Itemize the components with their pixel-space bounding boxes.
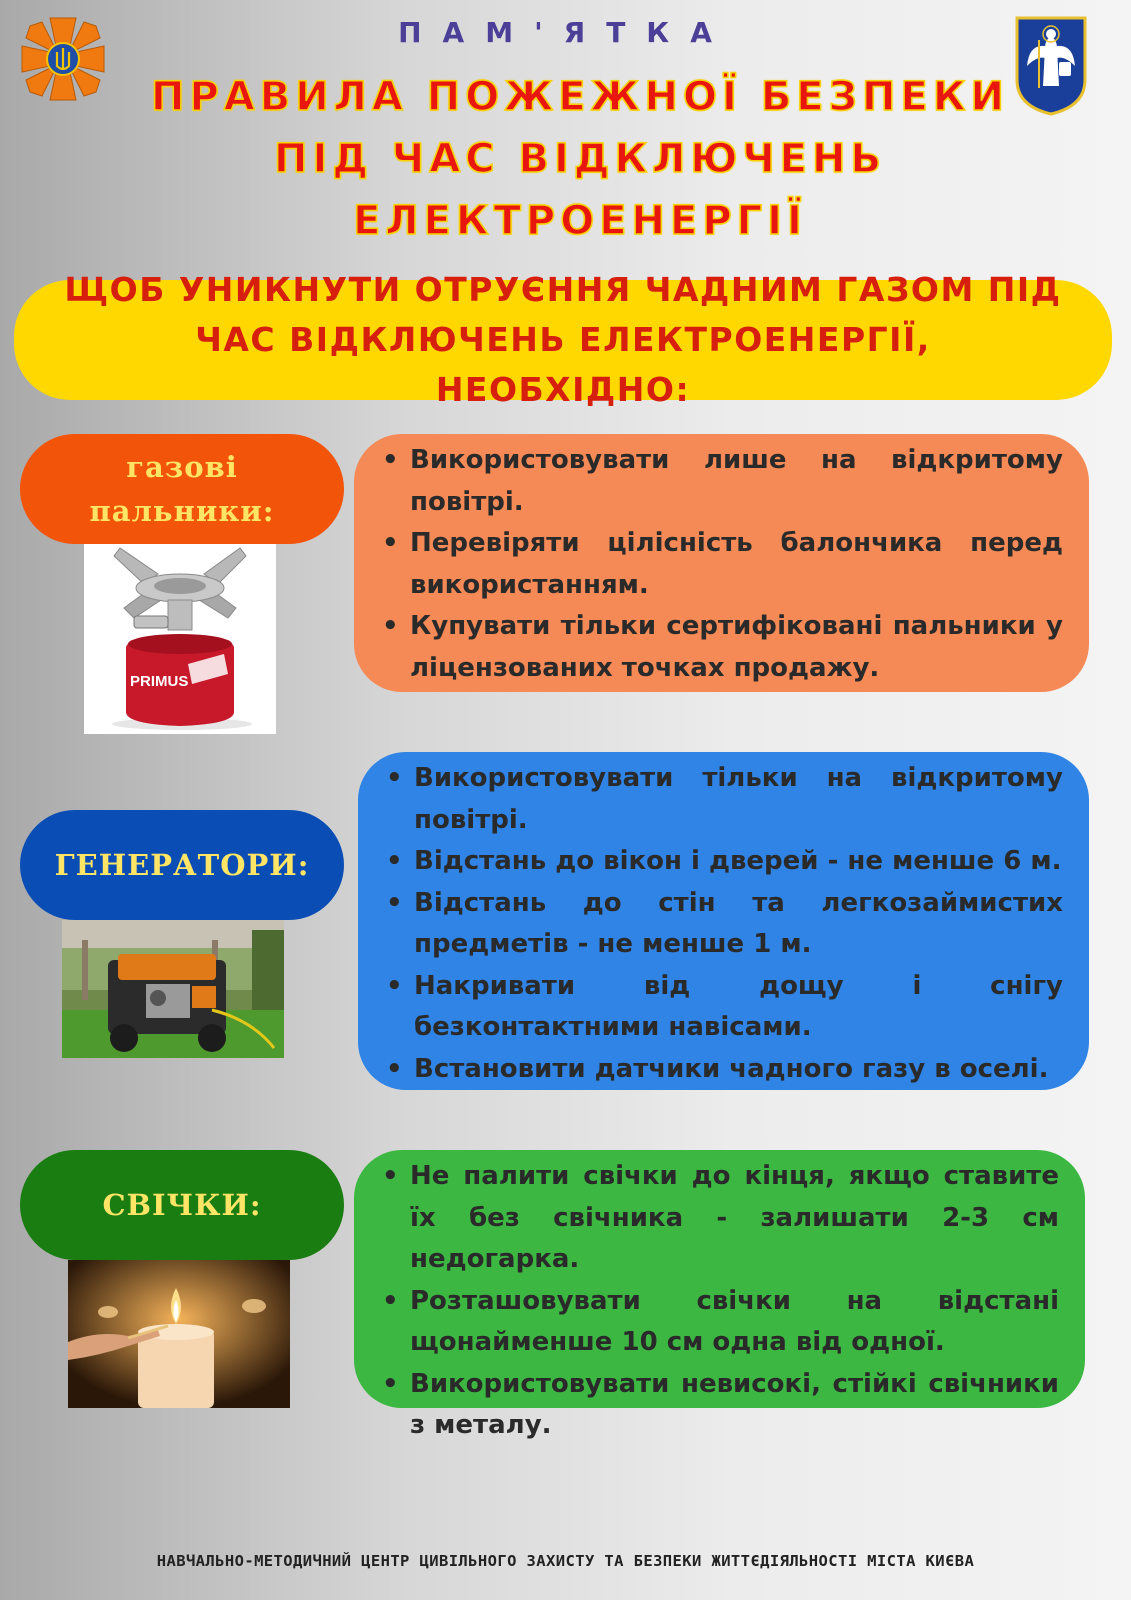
rule-item: • Встановити датчики чадного газу в оселі. [386, 1049, 1063, 1091]
title-line-1: ПРАВИЛА ПОЖЕЖНОЇ БЕЗПЕКИ [150, 74, 1010, 120]
rules-box-candles [354, 1150, 1085, 1440]
rule-item: • Перевіряти цілісність балончика перед використанням. [382, 523, 1063, 606]
title-line-3: ЕЛЕКТРОЕНЕРГІЇ [353, 198, 807, 244]
rule-item: • Купувати тільки сертифіковані пальники у ліцензованих точках продажу. [382, 606, 1063, 689]
label-candles: СВІЧКИ: [20, 1150, 344, 1260]
rule-item: • Використовувати тільки на відкритому повітрі. [386, 758, 1063, 841]
lit-candles-photo [68, 1260, 290, 1408]
label-gas-burners: газові пальники: [20, 434, 344, 544]
rule-item: • Відстань до стін та легкозаймистих предметів - не менше 1 м. [386, 883, 1063, 966]
rule-item: • Використовувати невисокі, стійкі свічники з металу. [382, 1364, 1059, 1447]
rule-item: • Використовувати лише на відкритому повітрі. [382, 440, 1063, 523]
rules-box-gas-burners [354, 434, 1089, 692]
camping-gas-burner-photo [84, 544, 276, 734]
burner-brand-text: PRIMUS [130, 673, 189, 690]
rule-item: • Не палити свічки до кінця, якщо ставите їх без свічника - залишати 2-3 см недогарка. [382, 1156, 1059, 1281]
rules-box-generators [358, 752, 1089, 1090]
page-title [80, 66, 1080, 252]
page-subtitle: ПАМ'ЯТКА [398, 16, 733, 49]
intro-banner: ЩОБ УНИКНУТИ ОТРУЄННЯ ЧАДНИМ ГАЗОМ ПІД ЧАС ВІДКЛЮЧЕНЬ ЕЛЕКТРОЕНЕРГІЇ, НЕОБХІДНО: [14, 280, 1112, 400]
rule-item: • Накривати від дощу і снігу безконтактними навісами. [386, 966, 1063, 1049]
portable-generator-photo [62, 920, 284, 1058]
footer-organization: НАВЧАЛЬНО-МЕТОДИЧНИЙ ЦЕНТР ЦИВІЛЬНОГО ЗАХИСТУ ТА БЕЗПЕКИ ЖИТТЄДІЯЛЬНОСТІ МІСТА КИЄВА [156, 1552, 975, 1570]
rule-item: • Розташовувати свічки на відстані щонайменше 10 см одна від одної. [382, 1281, 1059, 1364]
rule-item: • Відстань до вікон і дверей - не менше 6 м. [386, 841, 1063, 883]
label-generators: ГЕНЕРАТОРИ: [20, 810, 344, 920]
title-line-2: ПІД ЧАС ВІДКЛЮЧЕНЬ [274, 136, 886, 182]
